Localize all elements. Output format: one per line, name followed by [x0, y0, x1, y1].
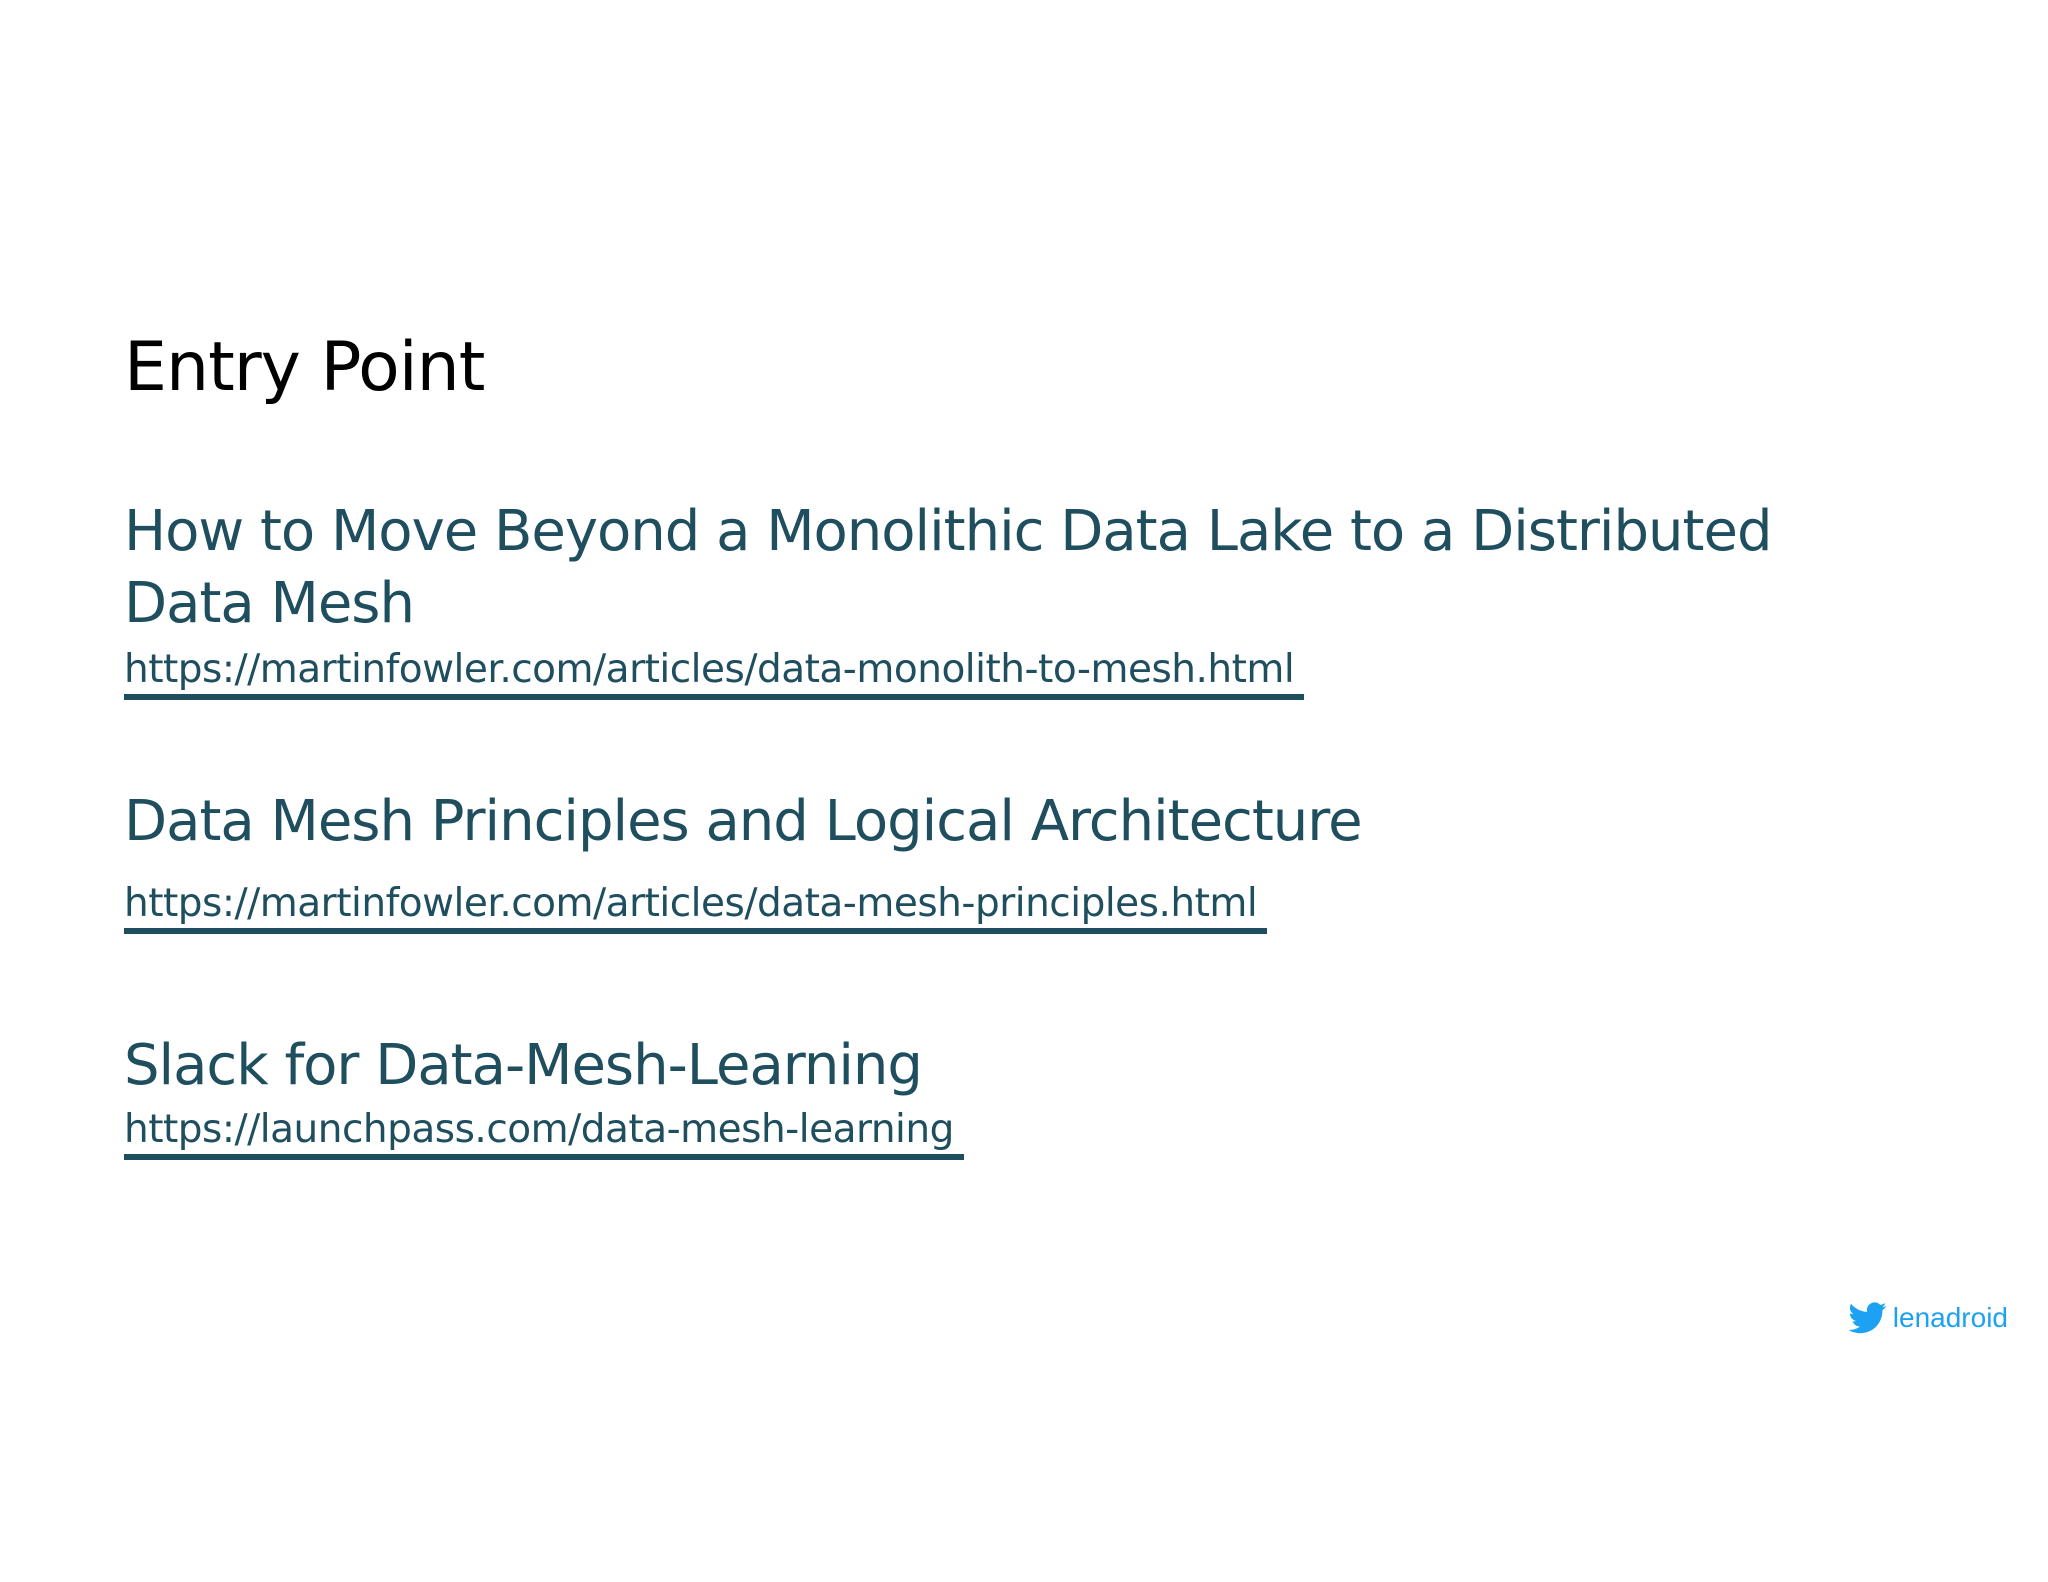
twitter-bird-icon — [1849, 1302, 1887, 1334]
twitter-handle — [1849, 1300, 2008, 1336]
entry-link[interactable]: https://launchpass.com/data-mesh-learning — [124, 1106, 964, 1160]
entry-title: How to Move Beyond a Monolithic Data Lake to a Distributed Data Mesh — [124, 499, 1772, 636]
entry-link[interactable]: https://martinfowler.com/articles/data-monolith-to-mesh.html — [124, 646, 1304, 700]
entry-item — [124, 786, 1904, 934]
entry-title: Data Mesh Principles and Logical Architecture — [124, 789, 1362, 854]
entry-link[interactable]: https://martinfowler.com/articles/data-mesh-principles.html — [124, 880, 1267, 934]
entry-item — [124, 1030, 1904, 1160]
twitter-handle-text[interactable]: lenadroid — [1892, 1302, 2008, 1333]
entry-title: Slack for Data-Mesh-Learning — [124, 1033, 922, 1098]
slide-title: Entry Point — [124, 328, 485, 407]
entry-item — [124, 496, 1904, 700]
